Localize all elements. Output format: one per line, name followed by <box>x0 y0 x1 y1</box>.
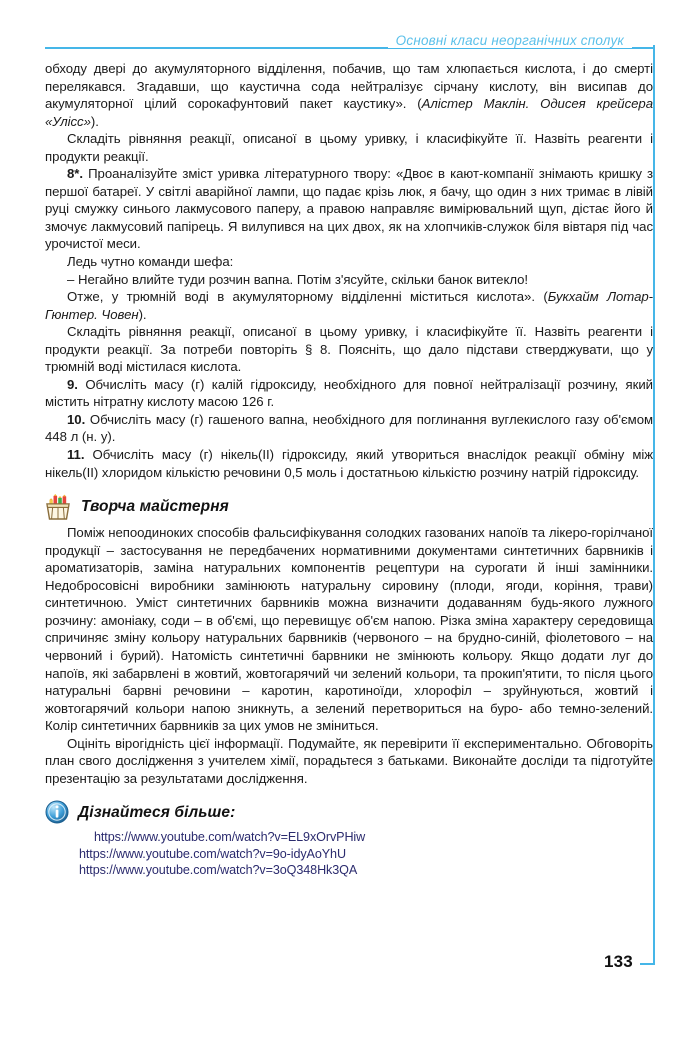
task-11-number: 11. <box>67 447 85 463</box>
task-9-text: Обчисліть масу (г) калій гідроксиду, необхідного для повної нейтралізації розчину, який містить нітратну кислоту масою 126 г. <box>45 376 653 410</box>
video-link-3[interactable]: https://www.youtube.com/watch?v=3oQ348Hk3QA <box>79 863 358 878</box>
task-10-number: 10. <box>67 411 86 427</box>
quote-tail: ). <box>90 113 99 129</box>
creative-workshop-section <box>45 494 653 787</box>
page-number: 133 <box>604 952 633 971</box>
task-8-line-2: Ледь чутно команди шефа: <box>67 254 234 270</box>
task-10 <box>45 411 653 446</box>
creative-workshop-title: Творча майстерня <box>81 498 229 516</box>
task-8 <box>45 165 653 253</box>
quote-text: обходу двері до акумуляторного відділення, побачив, що там хлюпається кислота, і до смерті перелякався. Згадавши, що каустична сода нейтралізує сірчану кислоту, він висипав до акумуляторної цілий сорокафунтовий пакет каустику». ( <box>45 61 653 112</box>
task-11-text: Обчисліть масу (г) нікель(II) гідроксиду, який утвориться внаслідок реакції обміну між нікель(II) хлоридом кількістю речовини 0,5 моль і достатньою кількістю розчину натрій гідроксиду. <box>45 447 653 480</box>
page-content <box>45 60 653 879</box>
task-11 <box>45 446 653 481</box>
task-9-number: 9. <box>67 376 78 392</box>
learn-more-section <box>45 800 653 879</box>
task-8-line-4 <box>45 288 653 323</box>
task-10-text: Обчисліть масу (г) гашеного вапна, необхідного для поглинання вуглекислого газу об'ємом 448 л (н. у). <box>45 411 653 445</box>
task-8-number: 8*. <box>67 166 83 182</box>
video-link-1[interactable]: https://www.youtube.com/watch?v=EL9xOrvPHiw <box>94 830 366 845</box>
bottom-corner-rule <box>640 963 655 965</box>
task-8-attribution: Букхайм Лотар-Гюнтер. Човен <box>45 289 653 322</box>
right-margin-rule <box>653 45 655 965</box>
learn-more-title: Дізнайтеся більше: <box>78 804 236 822</box>
pencil-cup-icon <box>45 494 72 521</box>
header-title: Основні класи неорганічних сполук <box>388 33 632 48</box>
task-8-text: Проаналізуйте зміст уривка літературного твору: «Двоє в кают-компанії знімають кришку з першої батареї. У світлі аварійної лампи, що падає крізь люк, я бачу, що один з них тримає в лівій руці смужку синього лакмусового паперу, а правою направляє вимірювальний щуп, дістає його й змочує лакмусовий папірець. Я вилупився на цих двох, як на хлопчиків-служок біля вівтаря під час урочистої меси. <box>45 166 653 252</box>
task-9 <box>45 376 653 411</box>
quote-attribution: Алістер Маклін. Одисея крейсера «Улісс» <box>45 96 653 129</box>
creative-workshop-body <box>45 524 653 787</box>
task-8-instruction: Складіть рівняння реакції, описаної в цьому уривку, і класифікуйте її. Назвіть реагенти і продукти реакції. За потреби повторіть § 8. Поясніть, що дало підстави стверджувати, що у трюмній воді містилася кислота. <box>45 324 653 375</box>
creative-workshop-paragraph-1: Поміж непоодиноких способів фальсифікування солодких газованих напоїв та лікеро-горілчаної продукції – застосування не передбачених нормативними документами синтетичних барвників і ароматизаторів, заміна натуральних компонентів рецептури на сурогати й інші замінники. Недобросовісні виробники замінюють натуральну сировину (плоди, ягоди, коріння, трави) синтетичною. Уміст синтетичних барвників можна визначити додаванням будь-якого лужного розчину: амоніаку, соди – в об'ємі, що перевищує об'єм напою. Різка зміна характеру середовища спричиняє зміну кольору натуральних барвників (червоного – на брудно-синій, фіолетового – на червоний і бурий). Натомість синтетичні барвники не змінюють кольору. Якщо додати луг до напоїв, які забарвлені в жовтий, жовтогарячий чи зелений кольори, та прокип'ятити, то після цього натуральні барвні речовини – каротин, каротиноїди, хлорофіл – зруйнуються, жовтий і жовтогарячий кольори напою зникнуть, а зелений перетвориться на буро- або темно-зелений. Колір синтетичних барвників за цих умов не зміниться. <box>45 525 653 734</box>
task-8-line-4-head: Отже, у трюмній воді в акумуляторному відділенні міститься кислота». ( <box>67 289 548 305</box>
task-8-line-3: – Негайно влийте туди розчин вапна. Потім з'ясуйте, скільки банок витекло! <box>67 271 529 287</box>
task-8-line-4-tail: ). <box>138 306 147 322</box>
video-link-2[interactable]: https://www.youtube.com/watch?v=9o-idyAoYhU <box>79 846 346 861</box>
page-header <box>45 33 654 55</box>
creative-workshop-heading <box>45 494 653 521</box>
task-7-instruction: Складіть рівняння реакції, описаної в цьому уривку, і класифікуйте її. Назвіть реагенти і продукти реакції. <box>45 131 653 164</box>
learn-more-heading <box>45 800 653 824</box>
learn-more-links <box>79 829 653 879</box>
creative-workshop-paragraph-2: Оцініть вірогідність цієї інформації. Подумайте, як перевірити її експериментально. Обговоріть план свого дослідження з учителем хімії, порадьтеся з батьками. Виконайте досліди та підготуйте презентацію за результатами дослідження. <box>45 735 653 786</box>
info-circle-icon <box>45 800 69 824</box>
paragraph-quote-continuation <box>45 60 653 130</box>
